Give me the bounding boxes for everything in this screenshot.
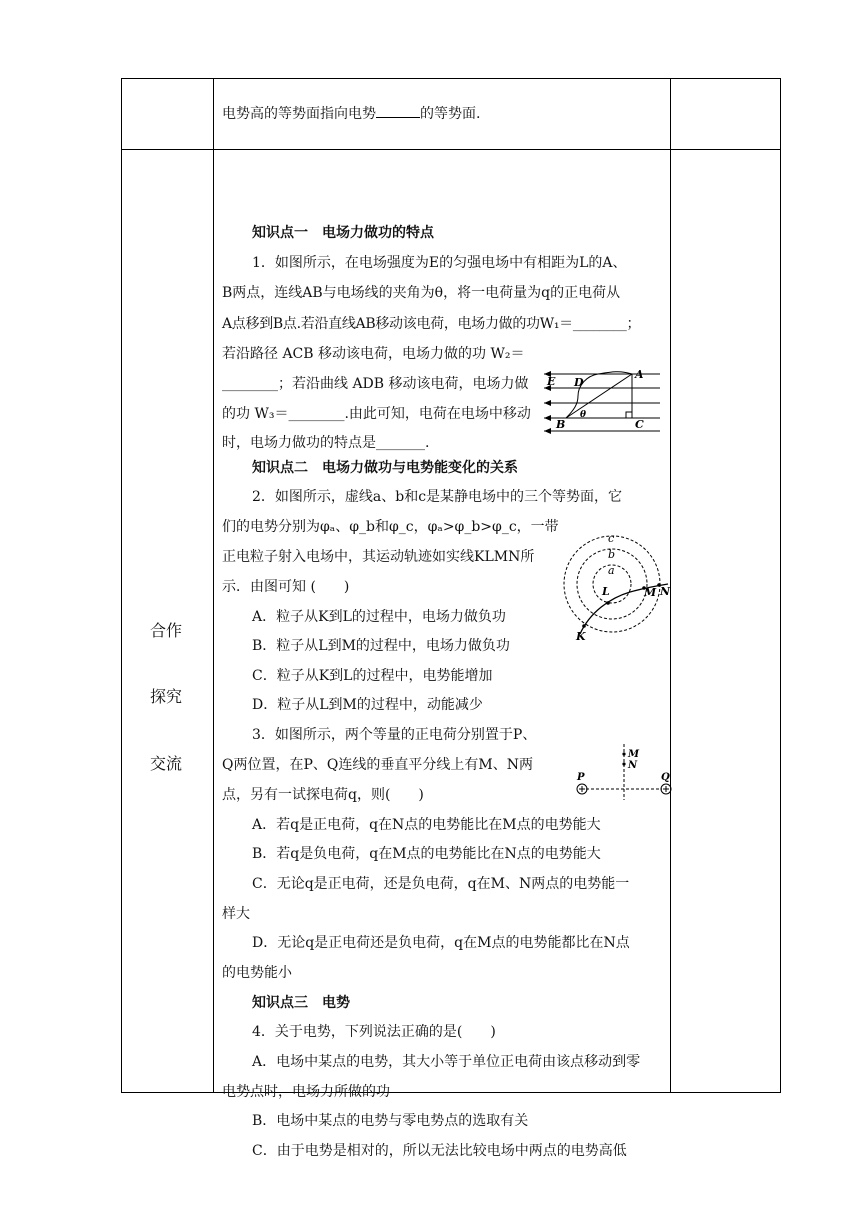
option-a[interactable]: A．粒子从K到L的过程中，电场力做负功 [252,609,506,625]
equipotential-figure [560,532,672,644]
option-a-continued: 电势点时，电场力所做的功 [222,1084,390,1100]
section-label-line: 探究 [150,687,183,706]
table-cell [122,150,214,1093]
option-d[interactable]: D．粒子从L到M的过程中，动能减少 [252,697,483,713]
option-d-continued: 的电势能小 [222,965,292,981]
heading-kp1: 知识点一 电场力做功的特点 [252,225,434,241]
two-charges-figure [574,742,674,802]
label-P: P [577,772,585,783]
table-row [122,79,781,150]
table-cell [671,150,781,1093]
label-E: E [547,375,556,388]
sentence-end: 的等势面. [420,106,481,122]
table-cell [214,150,671,1159]
option-c[interactable]: C．无论q是正电荷，还是负电荷，q在M、N两点的电势能一 [252,876,630,892]
label-M: M [628,749,640,760]
fill-blank[interactable] [376,103,420,118]
option-b[interactable]: B．电场中某点的电势与零电势点的选取有关 [252,1113,529,1129]
question-2-line: 正电粒子射入电场中，其运动轨迹如实线KLMN所 [222,549,535,565]
label-L: L [602,585,610,598]
label-theta: θ [580,410,587,420]
label-K: K [576,630,586,643]
label-A: A [635,368,644,381]
question-1-line: 的功 W₃＝________.由此可知，电荷在电场中移动 [222,406,531,422]
table-row [122,150,781,1093]
label-M: M [644,586,657,599]
option-c[interactable]: C．由于电势是相对的，所以无法比较电场中两点的电势高低 [252,1143,627,1159]
question-1-line: 1．如图所示，在电场强度为E的匀强电场中有相距为L的A、 [252,255,627,271]
uniform-field-figure [534,366,664,436]
option-c[interactable]: C．粒子从K到L的过程中，电势能增加 [252,668,493,684]
option-a[interactable]: A．电场中某点的电势，其大小等于单位正电荷由该点移动到零 [252,1054,641,1070]
option-a[interactable]: A．若q是正电荷，q在N点的电势能比在M点的电势能大 [252,817,601,833]
question-1-line: 时，电场力做功的特点是_______. [222,435,430,451]
option-c-continued: 样大 [222,906,250,922]
option-b[interactable]: B．若q是负电荷，q在M点的电势能比在N点的电势能大 [252,846,601,862]
option-d[interactable]: D．无论q是正电荷还是负电荷，q在M点的电势能都比在N点 [252,935,630,951]
question-1-line: B两点，连线AB与电场线的夹角为θ，将一电荷量为q的正电荷从 [222,285,621,301]
question-3-line: 3．如图所示，两个等量的正电荷分别置于P、 [252,727,537,743]
table-cell [214,79,671,150]
question-3-line: 点，另有一试探电荷q，则( ) [222,787,424,803]
question-1-line: ________；若沿曲线 ADB 移动该电荷，电场力做 [222,376,529,392]
question-1-line: A点移到B点.若沿直线AB移动该电荷，电场力做的功W₁＝________； [222,316,641,332]
section-label-line: 交流 [150,754,183,773]
question-2-line: 2．如图所示，虚线a、b和c是某静电场中的三个等势面，它 [252,489,623,505]
label-N: N [660,585,671,598]
equipotential-sentence [214,79,670,124]
exercise-content [214,150,671,1159]
table-cell [122,79,214,150]
label-B: B [556,418,566,431]
heading-kp2: 知识点二 电场力做功与电势能变化的关系 [252,460,518,476]
label-Q: Q [661,772,670,783]
label-a: a [608,564,615,577]
label-N: N [628,760,638,771]
label-C: C [635,418,644,431]
question-4-line: 4．关于电势，下列说法正确的是( ) [252,1024,496,1040]
question-3-line: Q两位置，在P、Q连线的垂直平分线上有M、N两 [222,757,533,773]
section-label-line: 合作 [150,621,183,640]
heading-kp3: 知识点三 电势 [252,995,350,1011]
table-cell [671,79,781,150]
label-c: c [608,532,615,545]
question-1-line: 若沿路径 ACB 移动该电荷，电场力做的功 W₂＝ [222,346,525,362]
sentence-start: 电势高的等势面指向电势 [222,106,376,122]
label-D: D [574,376,584,389]
question-2-line: 们的电势分别为φₐ、φ_b和φ_c，φₐ>φ_b>φ_c，一带 [222,519,559,535]
section-label [122,150,213,1092]
question-2-line: 示．由图可知 ( ) [222,579,350,595]
lesson-table [121,78,781,1159]
option-b[interactable]: B．粒子从L到M的过程中，电场力做负功 [252,638,510,654]
label-b: b [608,548,616,561]
